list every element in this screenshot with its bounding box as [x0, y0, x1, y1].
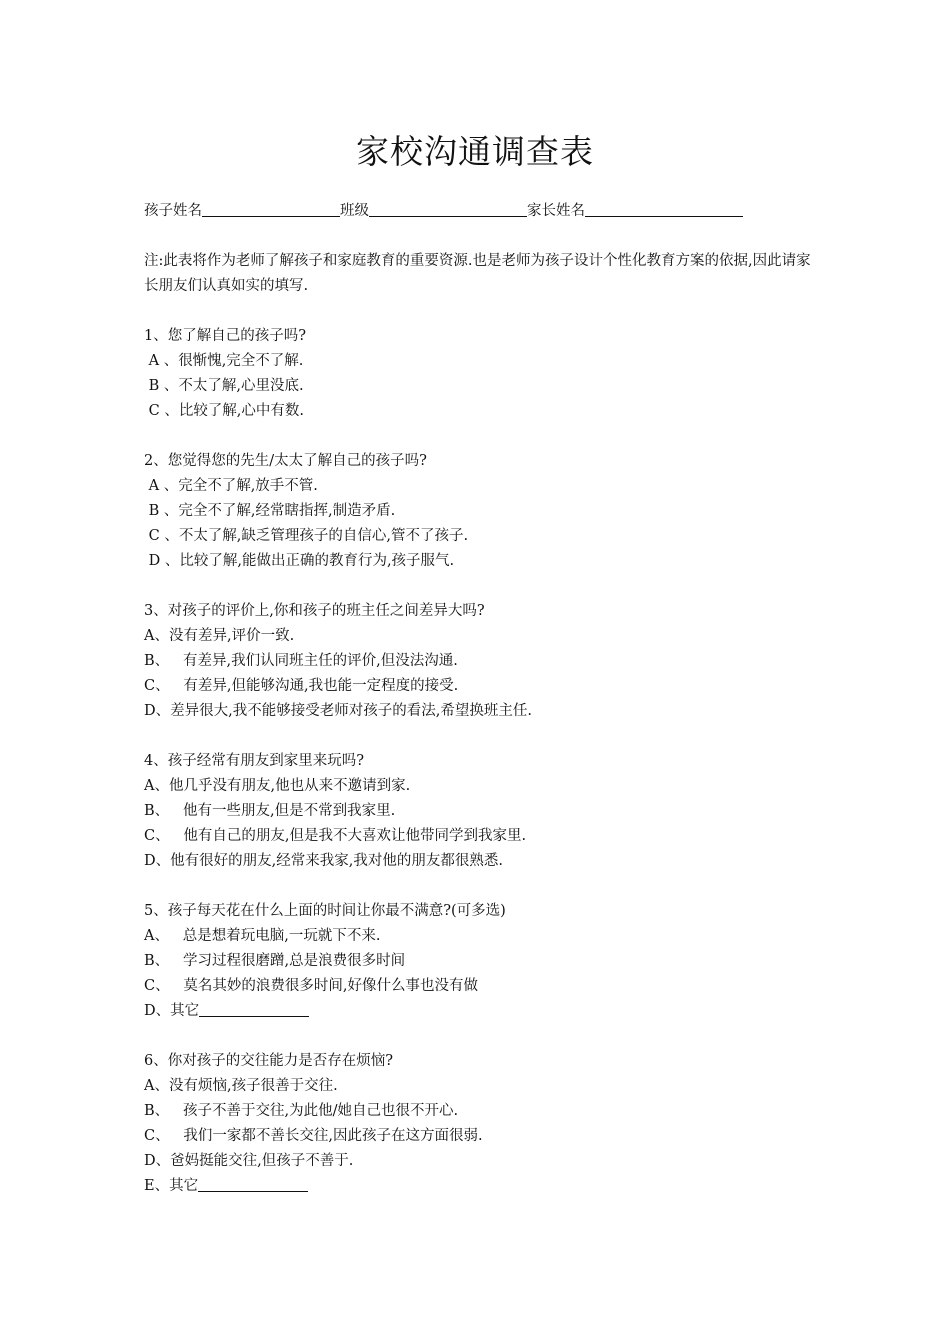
option: C、 有差异,但能够沟通,我也能一定程度的接受.: [144, 678, 459, 694]
option: C、 莫名其妙的浪费很多时间,好像什么事也没有做: [144, 978, 479, 994]
option: D、他有很好的朋友,经常来我家,我对他的朋友都很熟悉.: [144, 853, 503, 869]
option: D 、比较了解,能做出正确的教育行为,孩子服气.: [144, 553, 455, 569]
question-text: 2、您觉得您的先生/太太了解自己的孩子吗?: [144, 453, 427, 469]
option-other-label: D、其它: [144, 1003, 200, 1019]
question-text: 5、孩子每天花在什么上面的时间让你最不满意?(可多选): [144, 903, 506, 919]
question-6: [144, 1049, 824, 1199]
question-text: 4、孩子经常有朋友到家里来玩吗?: [144, 753, 364, 769]
question-3: [144, 599, 824, 724]
option: B、 有差异,我们认同班主任的评价,但没法沟通.: [144, 653, 458, 669]
spacer: [144, 1024, 824, 1049]
info-fields-row: [144, 199, 824, 224]
class-blank[interactable]: [369, 200, 527, 217]
question-2: [144, 449, 824, 574]
document-title: 家校沟通调查表: [356, 132, 594, 171]
intro-note: 注:此表将作为老师了解孩子和家庭教育的重要资源.也是老师为孩子设计个性化教育方案的依据,因此请家长朋友们认真如实的填写.: [144, 253, 811, 294]
spacer: [144, 874, 824, 899]
option: C 、比较了解,心中有数.: [144, 403, 305, 419]
option: B、 他有一些朋友,但是不常到我家里.: [144, 803, 396, 819]
option: B 、不太了解,心里没底.: [144, 378, 304, 394]
question-text: 1、您了解自己的孩子吗?: [144, 328, 306, 344]
option-other: [144, 1174, 824, 1199]
option-other: [144, 999, 824, 1024]
child-name-label: 孩子姓名: [144, 203, 202, 219]
option: A、没有差异,评价一致.: [144, 628, 295, 644]
question-4: [144, 749, 824, 874]
option: C、 我们一家都不善长交往,因此孩子在这方面很弱.: [144, 1128, 483, 1144]
question-1: [144, 324, 824, 424]
parent-name-blank[interactable]: [585, 200, 743, 217]
option: B、 孩子不善于交往,为此他/她自己也很不开心.: [144, 1103, 459, 1119]
option: A、 总是想着玩电脑,一玩就下不来.: [144, 928, 381, 944]
option: B、 学习过程很磨蹭,总是浪费很多时间: [144, 953, 406, 969]
other-answer-blank[interactable]: [198, 1175, 308, 1192]
option: C、 他有自己的朋友,但是我不大喜欢让他带同学到我家里.: [144, 828, 527, 844]
document-body: [144, 199, 824, 1199]
parent-name-label: 家长姓名: [527, 203, 585, 219]
question-text: 3、对孩子的评价上,你和孩子的班主任之间差异大吗?: [144, 603, 485, 619]
spacer: [144, 574, 824, 599]
spacer: [144, 724, 824, 749]
spacer: [144, 224, 824, 249]
option: D、差异很大,我不能够接受老师对孩子的看法,希望换班主任.: [144, 703, 532, 719]
option: A、没有烦恼,孩子很善于交往.: [144, 1078, 338, 1094]
option: D、爸妈挺能交往,但孩子不善于.: [144, 1153, 354, 1169]
spacer: [144, 299, 824, 324]
child-name-blank[interactable]: [202, 200, 340, 217]
other-answer-blank[interactable]: [199, 1000, 309, 1017]
option: C 、不太了解,缺乏管理孩子的自信心,管不了孩子.: [144, 528, 469, 544]
option: A 、完全不了解,放手不管.: [144, 478, 318, 494]
question-text: 6、你对孩子的交往能力是否存在烦恼?: [144, 1053, 393, 1069]
question-5: [144, 899, 824, 1024]
option-other-label: E、其它: [144, 1178, 199, 1194]
class-label: 班级: [340, 203, 369, 219]
option: B 、完全不了解,经常瞎指挥,制造矛盾.: [144, 503, 396, 519]
spacer: [144, 424, 824, 449]
option: A、他几乎没有朋友,他也从来不邀请到家.: [144, 778, 411, 794]
option: A 、很惭愧,完全不了解.: [144, 353, 304, 369]
